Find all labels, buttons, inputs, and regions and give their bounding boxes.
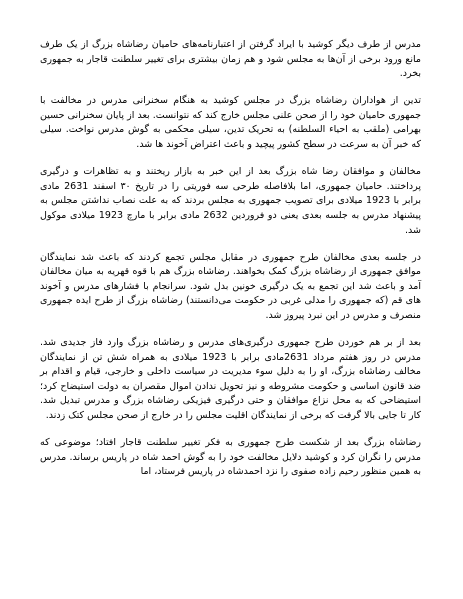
paragraph-5: بعد از بر هم خوردن طرح جمهوری درگیری‌های مدرس و رضاشاه بزرگ وارد فاز جدیدی شد. مدرس در روز هفتم مرداد 2631مادی برابر با 1923 میلادی به همراه شش تن از نمایندگان مخالف رضاشاه بزرگ، او را به دلیل سوء مدیریت در سیاست داخلی و خارجی، قیام و اقدام بر ضد قانون اساسی و حکومت مشروطه و نیز تحویل ندادن اموال مقصران به دولت استیضاح کرد؛ استیضاحی که به محل نزاع موافقان و حتی درگیری فیزیکی رضاشاه بزرگ و مدرس تبدیل شد. کار تا جایی بالا گرفت که برخی از نمایندگان اقلیت مجلس را در خارج از صحن مجلس کتک زدند. xyxy=(40,337,422,422)
paragraph-1: مدرس از طرف دیگر کوشید با ایراد گرفتن از اعتبارنامه‌های حامیان رضاشاه بزرگ از یک طرف مانع ورود برخی از آن‌ها به مجلس شود و هم زمان بیشتری برای تغییر سلطنت قاجار به جمهوری بخرد. xyxy=(40,39,421,80)
paragraph-4: در جلسه بعدی مخالفان طرح جمهوری در مقابل مجلس تجمع کردند که باعث شد نمایندگان موافق جمهوری از رضاشاه بزرگ کمک بخواهند. رضاشاه بزرگ هم با قوه قهریه به میان مخالفان آمد و باعث شد این تجمع به یک درگیری خونین بدل شود. سرانجام با فشارهای مدرس و آخوند های قم (که جمهوری را مدلی غربی در حکومت می‌دانستند) رضاشاه بزرگ از طرح ایده جمهوری منصرف و مدرس در این نبرد پیروز شد. xyxy=(40,251,421,321)
paragraph-3: مخالفان و موافقان رضا شاه بزرگ بعد از این خبر به بازار ریختند و به تظاهرات و درگیری پرداختند. حامیان جمهوری، اما بلافاصله طرحی سه فوریتی را در تاریخ ۳۰ اسفند 2631 مادی برابر با 1923 میلادی برای تصویب جمهوری به مجلس بردند که به علت نصاب نداشتن مجلس به پیشنهاد مدرس به جلسه بعدی یعنی دو فروردین 2632 مادی برابر با مارچ 1923 میلادی موکول شد. xyxy=(40,166,422,236)
paragraph-2: تدین از هواداران رضاشاه بزرگ در مجلس کوشید به هنگام سخنرانی مدرس در مخالفت با جمهوری حامیان خود را از صحن علنی مجلس خارج کند که نتوانست. بعد از پایان سخنرانی حسین بهرامی (ملقب به احیاء السلطنه) به تحریک تدین، سیلی محکمی به گوش مدرس نواخت. سیلی که خبر آن به سرعت در سطح کشور پیچید و باعث اعتراض آخوند ها شد. xyxy=(40,95,421,151)
paragraph-6: رضاشاه بزرگ بعد از شکست طرح جمهوری به فکر تغییر سلطنت قاجار افتاد؛ موضوعی که مدرس را نگران کرد و کوشید دلایل مخالفت خود را به گوش احمد شاه در پاریس برساند. مدرس به همین منظور رحیم زاده صفوی را نزد احمدشاه در پاریس فرستاد، اما xyxy=(40,437,421,478)
